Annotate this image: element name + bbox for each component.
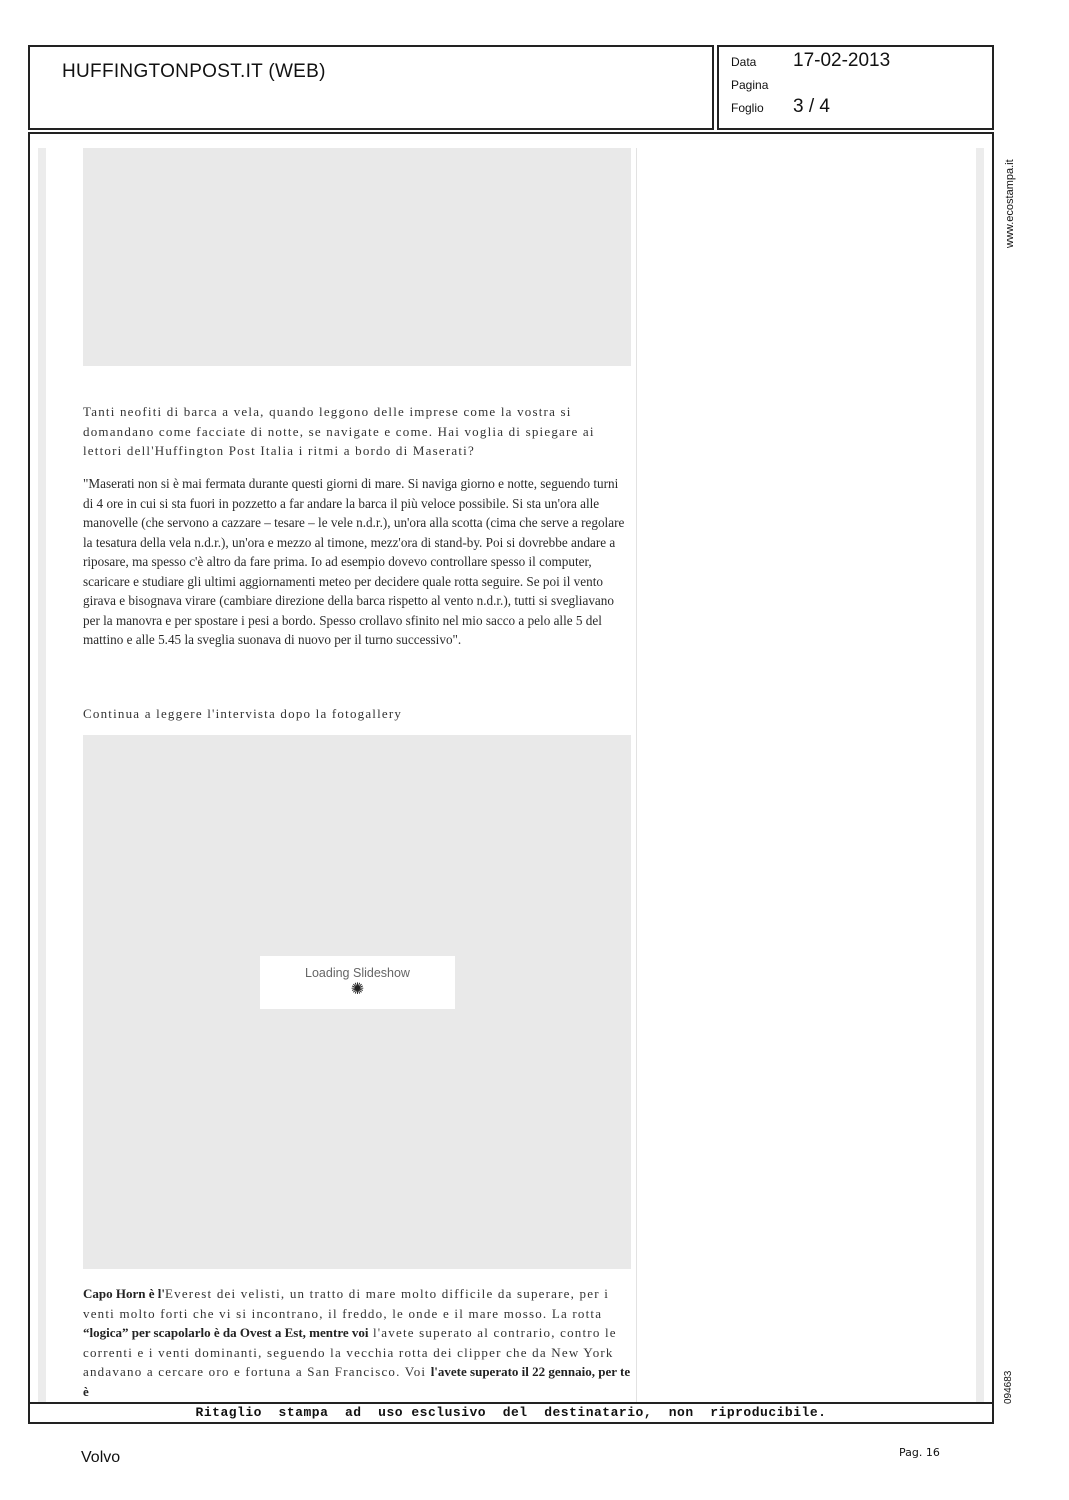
client-name: Volvo	[81, 1449, 121, 1466]
side-code: 094683	[1003, 1370, 1014, 1404]
reproduction-notice: Ritaglio stampa ad uso esclusivo del destinatario, non riproducibile.	[30, 1402, 992, 1422]
bold-text: l'avete superato il 22 gennaio, per te è	[83, 1364, 631, 1399]
left-margin-shade	[38, 148, 46, 1406]
data-label: Data	[731, 55, 757, 69]
source-box	[28, 45, 714, 130]
source-title: HUFFINGTONPOST.IT (WEB)	[62, 61, 326, 82]
image-placeholder	[83, 148, 631, 366]
capo-horn-paragraph	[83, 1284, 631, 1402]
loading-slideshow-box	[260, 956, 455, 1009]
foglio-value: 3 / 4	[793, 96, 830, 117]
slideshow-placeholder[interactable]	[83, 735, 631, 1269]
interview-question: Tanti neofiti di barca a vela, quando leggono delle imprese come la vostra si domandano come facciate di notte, se navigate e come. Hai voglia di spiegare ai lettori dell'Huffington Post Italia i ritmi a bordo di Maserati?	[83, 404, 595, 458]
meta-box	[717, 45, 994, 130]
body-text: l'avete superato al contrario, contro le correnti e i venti dominanti, seguendo la vecchia rotta dei clipper che da New York andavano a cercare oro e fortuna a San Francisco. Voi	[83, 1325, 617, 1379]
foglio-label: Foglio	[731, 101, 764, 115]
bold-text: “logica” per scapolarlo è da Ovest a Est, mentre voi	[83, 1325, 369, 1340]
data-value: 17-02-2013	[793, 50, 891, 71]
right-margin-shade	[976, 148, 984, 1406]
loading-slideshow-text: Loading Slideshow	[305, 966, 410, 980]
column-divider	[636, 148, 637, 1406]
gear-icon: ✺	[350, 981, 365, 998]
side-url: www.ecostampa.it	[1004, 159, 1016, 248]
page-number: Pag. 16	[899, 1446, 940, 1459]
body-text: Everest dei velisti, un tratto di mare molto difficile da superare, per i venti molto forti che vi si incontrano, il freddo, le onde e il mare mosso. La rotta	[83, 1286, 610, 1321]
continue-reading-link[interactable]: Continua a leggere l'intervista dopo la fotogallery	[83, 706, 403, 721]
clipping-frame	[28, 132, 994, 1424]
interview-answer: "Maserati non si è mai fermata durante questi giorni di mare. Si naviga giorno e notte, seguendo turni di 4 ore in cui si sta fuori in pozzetto a far andare la barca il più veloce possibile. Si sta un'ora alle manovelle (che servono a cazzare – tesare – le vele n.d.r.), un'ora alla scotta (cima che serve a regolare la tesatura della vela n.d.r.), un'ora e mezzo al timone, mezz'ora di stand-by. Poi si dovrebbe andare a riposare, ma spesso c'è altro da fare prima. Io ad esempio dovevo controllare spesso il computer, scaricare e studiare gli ultimi aggiornamenti meteo per decidere quale rotta seguire. Se poi il vento girava e bisognava virare (cambiare direzione della barca rispetto al vento n.d.r.), tutti si svegliavano per la manovra e per spostare i pesi a bordo. Spesso crollavo sfinito nel mio sacco a pelo alle 5 del mattino e alle 5.45 la sveglia suonava di nuovo per il turno successivo".	[83, 476, 625, 647]
pagina-label: Pagina	[731, 78, 769, 92]
bold-text: Capo Horn è l'	[83, 1286, 165, 1301]
